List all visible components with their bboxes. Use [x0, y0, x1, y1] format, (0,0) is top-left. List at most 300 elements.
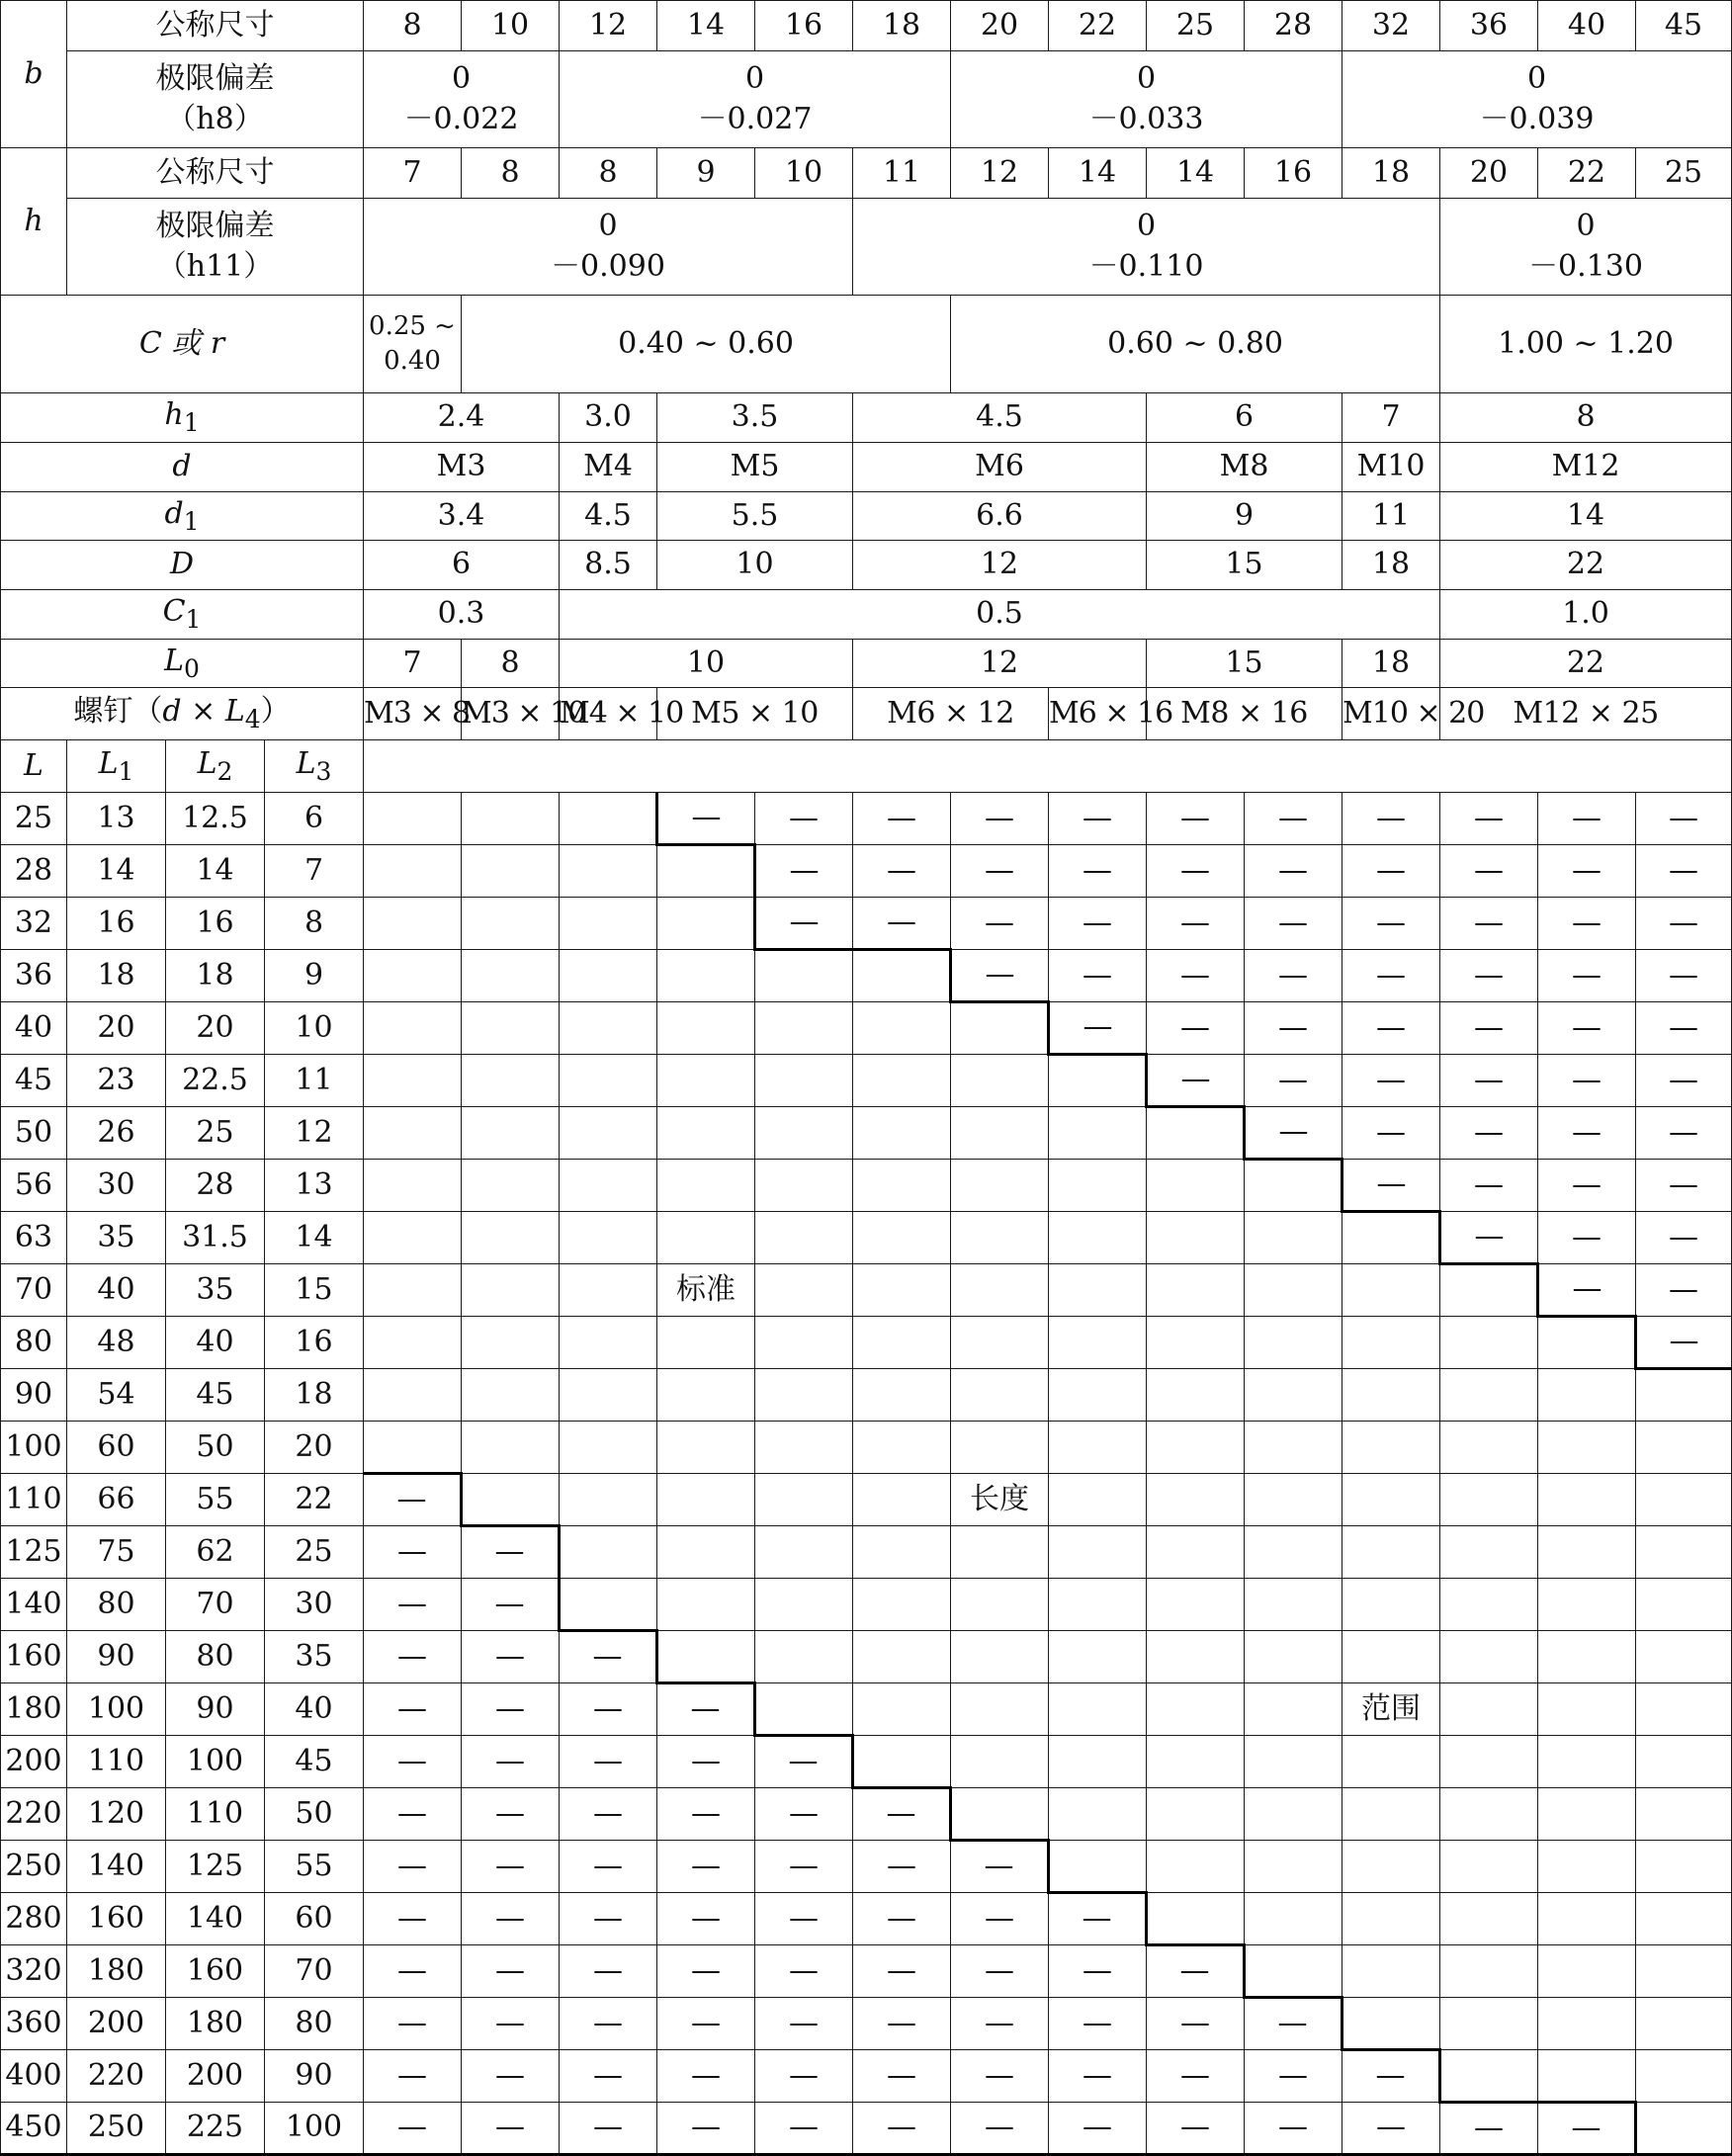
standard-length-cell — [364, 1160, 462, 1212]
length-row — [1, 1474, 1732, 1526]
not-applicable-dash: — — [1538, 793, 1636, 845]
not-applicable-dash: — — [1245, 845, 1342, 898]
h1-subscript: 1 — [183, 408, 200, 438]
d1-cell: 14 — [1440, 492, 1732, 541]
standard-length-cell — [657, 1631, 755, 1683]
length-L2-cell: 90 — [166, 1683, 265, 1736]
not-applicable-dash: — — [560, 1788, 657, 1841]
standard-length-cell — [364, 845, 462, 898]
standard-length-cell — [364, 1055, 462, 1107]
not-applicable-dash: — — [560, 1631, 657, 1683]
d-cell: M6 — [853, 443, 1147, 492]
standard-length-cell — [657, 1107, 755, 1160]
standard-length-cell — [1049, 1422, 1147, 1474]
d1-cell: 4.5 — [560, 492, 657, 541]
h1-cell: 8 — [1440, 393, 1732, 443]
standard-length-cell — [951, 1317, 1049, 1369]
C1-symbol: C — [162, 594, 186, 630]
tolerance-label-text: 极限偏差 — [155, 209, 275, 243]
standard-length-cell — [1147, 1107, 1245, 1160]
length-row — [1, 1526, 1732, 1579]
standard-length-cell — [1147, 1841, 1245, 1893]
not-applicable-dash: — — [560, 1841, 657, 1893]
not-applicable-dash: — — [657, 1683, 755, 1736]
standard-length-cell — [1440, 2050, 1538, 2103]
col-L3-header — [265, 740, 364, 793]
col-L1-symbol: L — [98, 745, 119, 781]
length-row — [1, 898, 1732, 950]
C1-cell: 0.3 — [364, 590, 560, 640]
screw-label — [1, 688, 364, 740]
standard-length-cell — [657, 1002, 755, 1055]
L0-cell: 8 — [462, 640, 560, 688]
h1-symbol: h — [164, 397, 184, 433]
not-applicable-dash: — — [657, 1998, 755, 2050]
D-cell: 6 — [364, 541, 560, 590]
standard-range-label: 标准 — [657, 1264, 755, 1317]
h-nominal-cell: 12 — [951, 148, 1049, 199]
tolerance-upper: 0 — [451, 61, 472, 96]
not-applicable-dash: — — [364, 2103, 462, 2155]
length-L2-cell: 55 — [166, 1474, 265, 1526]
length-L3-cell: 8 — [265, 898, 364, 950]
h-nominal-cell: 14 — [1147, 148, 1245, 199]
standard-length-cell — [364, 1369, 462, 1422]
standard-length-cell — [951, 1055, 1049, 1107]
not-applicable-dash: — — [1147, 1945, 1245, 1998]
D-label: D — [1, 541, 364, 590]
standard-length-cell — [1636, 2050, 1732, 2103]
length-L1-cell: 160 — [67, 1893, 166, 1945]
not-applicable-dash: — — [462, 1893, 560, 1945]
length-L1-cell: 200 — [67, 1998, 166, 2050]
h1-cell: 3.5 — [657, 393, 853, 443]
h1-cell: 6 — [1147, 393, 1342, 443]
not-applicable-dash: — — [657, 1841, 755, 1893]
d-cell: M4 — [560, 443, 657, 492]
standard-length-cell — [1147, 1369, 1245, 1422]
length-L-cell: 125 — [1, 1526, 67, 1579]
not-applicable-dash: — — [951, 2103, 1049, 2155]
standard-length-cell — [657, 898, 755, 950]
standard-length-cell — [1147, 1264, 1245, 1317]
standard-length-cell — [1245, 1736, 1342, 1788]
length-L2-cell: 62 — [166, 1526, 265, 1579]
standard-length-cell — [560, 1212, 657, 1264]
h-tolerance-cell — [1440, 199, 1732, 296]
not-applicable-dash: — — [1049, 793, 1147, 845]
length-L-cell: 90 — [1, 1369, 67, 1422]
screw-cell: M3 × 10 — [462, 688, 560, 740]
not-applicable-dash: — — [853, 793, 951, 845]
standard-length-cell — [1245, 1212, 1342, 1264]
not-applicable-dash: — — [560, 2103, 657, 2155]
d-cell: M10 — [1342, 443, 1440, 492]
tolerance-upper: 0 — [1136, 61, 1157, 96]
not-applicable-dash: — — [853, 1998, 951, 2050]
length-L-cell: 400 — [1, 2050, 67, 2103]
not-applicable-dash: — — [462, 1736, 560, 1788]
screw-cell: M3 × 8 — [364, 688, 462, 740]
length-L1-cell: 110 — [67, 1736, 166, 1788]
length-L-cell: 100 — [1, 1422, 67, 1474]
col-L-header: L — [1, 740, 67, 793]
length-L-cell: 360 — [1, 1998, 67, 2050]
length-L1-cell: 23 — [67, 1055, 166, 1107]
not-applicable-dash: — — [1049, 845, 1147, 898]
length-L3-cell: 10 — [265, 1002, 364, 1055]
length-L-cell: 220 — [1, 1788, 67, 1841]
b-nominal-cell: 40 — [1538, 1, 1636, 51]
not-applicable-dash: — — [755, 1893, 853, 1945]
standard-length-cell — [364, 950, 462, 1002]
L0-subscript: 0 — [184, 653, 200, 683]
length-L2-cell: 125 — [166, 1841, 265, 1893]
standard-length-cell — [1440, 1631, 1538, 1683]
standard-length-cell — [755, 1212, 853, 1264]
not-applicable-dash: — — [364, 1526, 462, 1579]
standard-length-cell — [560, 845, 657, 898]
not-applicable-dash: — — [853, 2103, 951, 2155]
standard-length-cell — [462, 1369, 560, 1422]
not-applicable-dash: — — [1440, 1160, 1538, 1212]
length-L3-cell: 60 — [265, 1893, 364, 1945]
tolerance-lower: －0.090 — [551, 248, 665, 284]
standard-length-cell — [1538, 1683, 1636, 1736]
length-row — [1, 1107, 1732, 1160]
standard-length-cell — [657, 1369, 755, 1422]
standard-length-cell — [462, 1055, 560, 1107]
length-L1-cell: 35 — [67, 1212, 166, 1264]
not-applicable-dash: — — [1538, 1002, 1636, 1055]
not-applicable-dash: — — [755, 2050, 853, 2103]
L0-cell: 18 — [1342, 640, 1440, 688]
length-L1-cell: 13 — [67, 793, 166, 845]
not-applicable-dash: — — [1342, 793, 1440, 845]
standard-length-cell — [1538, 1631, 1636, 1683]
D-cell: 8.5 — [560, 541, 657, 590]
standard-length-cell — [364, 1002, 462, 1055]
standard-length-cell — [1342, 1945, 1440, 1998]
length-L-cell: 25 — [1, 793, 67, 845]
length-row — [1, 1579, 1732, 1631]
tolerance-upper: 0 — [598, 209, 618, 243]
standard-length-cell — [560, 1055, 657, 1107]
length-L1-cell: 66 — [67, 1474, 166, 1526]
standard-length-cell — [560, 898, 657, 950]
not-applicable-dash: — — [755, 898, 853, 950]
not-applicable-dash: — — [462, 2050, 560, 2103]
standard-length-cell — [1538, 1526, 1636, 1579]
screw-label-times: × — [181, 693, 225, 729]
standard-length-cell — [560, 1474, 657, 1526]
length-L3-cell: 80 — [265, 1998, 364, 2050]
not-applicable-dash: — — [853, 1893, 951, 1945]
length-L-cell: 28 — [1, 845, 67, 898]
not-applicable-dash: — — [364, 1736, 462, 1788]
standard-length-cell — [1636, 1945, 1732, 1998]
standard-length-cell — [1245, 1317, 1342, 1369]
length-row — [1, 1998, 1732, 2050]
standard-length-cell — [1342, 1893, 1440, 1945]
C1-label — [1, 590, 364, 640]
b-nominal-cell: 32 — [1342, 1, 1440, 51]
standard-length-cell — [560, 1422, 657, 1474]
standard-length-cell — [1147, 1422, 1245, 1474]
length-L-cell: 250 — [1, 1841, 67, 1893]
not-applicable-dash: — — [1538, 1107, 1636, 1160]
length-L2-cell: 70 — [166, 1579, 265, 1631]
standard-length-cell — [755, 1107, 853, 1160]
length-L2-cell: 140 — [166, 1893, 265, 1945]
length-row — [1, 1002, 1732, 1055]
length-L2-cell: 12.5 — [166, 793, 265, 845]
length-L3-cell: 100 — [265, 2103, 364, 2155]
length-L-cell: 40 — [1, 1002, 67, 1055]
length-L2-cell: 35 — [166, 1264, 265, 1317]
standard-length-cell — [657, 1579, 755, 1631]
standard-length-cell — [1245, 1422, 1342, 1474]
col-L1-subscript: 1 — [118, 756, 134, 786]
standard-length-cell — [853, 1369, 951, 1422]
standard-length-cell — [1636, 1998, 1732, 2050]
not-applicable-dash: — — [364, 1998, 462, 2050]
length-L-cell: 180 — [1, 1683, 67, 1736]
tolerance-class-h8: （h8） — [166, 101, 264, 136]
d-cell: M5 — [657, 443, 853, 492]
standard-length-cell — [560, 1317, 657, 1369]
standard-length-cell — [657, 1422, 755, 1474]
length-row — [1, 1160, 1732, 1212]
not-applicable-dash: — — [1440, 898, 1538, 950]
b-tolerance-cell — [1342, 51, 1732, 148]
b-symbol: b — [1, 1, 67, 148]
standard-length-cell — [1049, 1212, 1147, 1264]
c-or-r-line: 0.40 — [384, 346, 441, 376]
not-applicable-dash: — — [1245, 1055, 1342, 1107]
standard-length-cell — [1342, 1474, 1440, 1526]
standard-length-cell — [1245, 1369, 1342, 1422]
length-L-cell: 50 — [1, 1107, 67, 1160]
standard-length-cell — [1636, 1736, 1732, 1788]
standard-length-cell — [1049, 1631, 1147, 1683]
not-applicable-dash: — — [462, 1998, 560, 2050]
standard-length-cell — [853, 1317, 951, 1369]
screw-label-subscript: 4 — [244, 704, 261, 733]
standard-length-cell — [1147, 1631, 1245, 1683]
h-tolerance-cell — [853, 199, 1440, 296]
not-applicable-dash: — — [462, 1579, 560, 1631]
length-row — [1, 2103, 1732, 2155]
length-L1-cell: 250 — [67, 2103, 166, 2155]
standard-length-cell — [1147, 1736, 1245, 1788]
length-L2-cell: 31.5 — [166, 1212, 265, 1264]
standard-length-cell — [462, 1264, 560, 1317]
h-tolerance-cell — [364, 199, 853, 296]
D-cell: 10 — [657, 541, 853, 590]
not-applicable-dash: — — [853, 1841, 951, 1893]
standard-length-cell — [853, 1422, 951, 1474]
standard-range-label: 范围 — [1342, 1683, 1440, 1736]
standard-length-cell — [1147, 1683, 1245, 1736]
length-L3-cell: 25 — [265, 1526, 364, 1579]
standard-length-cell — [462, 1422, 560, 1474]
not-applicable-dash: — — [364, 1945, 462, 1998]
standard-length-cell — [462, 1107, 560, 1160]
not-applicable-dash: — — [1245, 898, 1342, 950]
not-applicable-dash: — — [1538, 1264, 1636, 1317]
standard-length-cell — [560, 1526, 657, 1579]
length-L3-cell: 18 — [265, 1369, 364, 1422]
not-applicable-dash: — — [853, 1788, 951, 1841]
b-nominal-cell: 20 — [951, 1, 1049, 51]
standard-length-cell — [853, 1055, 951, 1107]
d1-cell: 5.5 — [657, 492, 853, 541]
length-L3-cell: 45 — [265, 1736, 364, 1788]
length-L3-cell: 22 — [265, 1474, 364, 1526]
not-applicable-dash: — — [1636, 1055, 1732, 1107]
tolerance-lower: －0.110 — [1088, 248, 1204, 284]
b-nominal-cell: 36 — [1440, 1, 1538, 51]
standard-length-cell — [1245, 1683, 1342, 1736]
not-applicable-dash: — — [560, 1683, 657, 1736]
standard-length-cell — [755, 1055, 853, 1107]
not-applicable-dash: — — [951, 845, 1049, 898]
standard-length-cell — [1538, 1893, 1636, 1945]
standard-length-cell — [560, 1264, 657, 1317]
tolerance-upper: 0 — [1136, 209, 1157, 243]
standard-length-cell — [364, 793, 462, 845]
b-tolerance-cell — [364, 51, 560, 148]
D-cell: 15 — [1147, 541, 1342, 590]
not-applicable-dash: — — [1342, 845, 1440, 898]
not-applicable-dash: — — [1538, 1055, 1636, 1107]
not-applicable-dash: — — [951, 793, 1049, 845]
not-applicable-dash: — — [462, 1788, 560, 1841]
standard-length-cell — [657, 1317, 755, 1369]
not-applicable-dash: — — [1342, 2050, 1440, 2103]
standard-length-cell — [853, 1683, 951, 1736]
standard-length-cell — [1147, 1160, 1245, 1212]
standard-length-cell — [1440, 1317, 1538, 1369]
standard-length-cell — [560, 950, 657, 1002]
length-L-cell: 160 — [1, 1631, 67, 1683]
C1-subscript: 1 — [185, 605, 202, 635]
not-applicable-dash: — — [1538, 2103, 1636, 2155]
length-L-cell: 320 — [1, 1945, 67, 1998]
screw-cell: M8 × 16 — [1147, 688, 1342, 740]
C1-cell: 1.0 — [1440, 590, 1732, 640]
L0-cell: 15 — [1147, 640, 1342, 688]
standard-length-cell — [1245, 1579, 1342, 1631]
standard-length-cell — [951, 1369, 1049, 1422]
d1-cell: 6.6 — [853, 492, 1147, 541]
length-L3-cell: 40 — [265, 1683, 364, 1736]
standard-length-cell — [853, 1579, 951, 1631]
length-L2-cell: 14 — [166, 845, 265, 898]
h1-cell: 7 — [1342, 393, 1440, 443]
tolerance-upper: 0 — [1526, 61, 1547, 96]
length-L-cell: 45 — [1, 1055, 67, 1107]
not-applicable-dash: — — [364, 1579, 462, 1631]
c-or-r-cell: 0.60 ~ 0.80 — [951, 296, 1440, 393]
not-applicable-dash: — — [1636, 1212, 1732, 1264]
not-applicable-dash: — — [1147, 2050, 1245, 2103]
length-row — [1, 1945, 1732, 1998]
not-applicable-dash: — — [560, 1893, 657, 1945]
length-L2-cell: 45 — [166, 1369, 265, 1422]
screw-label-d: d — [162, 693, 182, 729]
length-L2-cell: 110 — [166, 1788, 265, 1841]
c-or-r-label: C 或 r — [1, 296, 364, 393]
length-L3-cell: 13 — [265, 1160, 364, 1212]
length-L-cell: 56 — [1, 1160, 67, 1212]
h-symbol: h — [1, 148, 67, 296]
length-L2-cell: 100 — [166, 1736, 265, 1788]
not-applicable-dash: — — [1636, 950, 1732, 1002]
not-applicable-dash: — — [755, 1841, 853, 1893]
length-L1-cell: 80 — [67, 1579, 166, 1631]
standard-length-cell — [951, 1683, 1049, 1736]
tolerance-upper: 0 — [744, 61, 765, 96]
b-tolerance-cell — [560, 51, 951, 148]
standard-length-cell — [1538, 1422, 1636, 1474]
not-applicable-dash: — — [1636, 1264, 1732, 1317]
not-applicable-dash: — — [951, 1945, 1049, 1998]
standard-length-cell — [1636, 1474, 1732, 1526]
standard-length-cell — [364, 1422, 462, 1474]
standard-length-cell — [755, 950, 853, 1002]
L0-cell: 22 — [1440, 640, 1732, 688]
length-L2-cell: 180 — [166, 1998, 265, 2050]
standard-length-cell — [364, 898, 462, 950]
standard-length-cell — [1636, 1788, 1732, 1841]
h-nominal-label: 公称尺寸 — [67, 148, 364, 199]
standard-length-cell — [1342, 1841, 1440, 1893]
standard-length-cell — [853, 1631, 951, 1683]
not-applicable-dash: — — [1245, 793, 1342, 845]
not-applicable-dash: — — [951, 1893, 1049, 1945]
h1-cell: 2.4 — [364, 393, 560, 443]
tolerance-upper: 0 — [1576, 209, 1596, 243]
tolerance-lower: －0.022 — [403, 101, 519, 136]
standard-length-cell — [755, 1683, 853, 1736]
L0-cell: 10 — [560, 640, 853, 688]
b-tolerance-label — [67, 51, 364, 148]
not-applicable-dash: — — [1440, 950, 1538, 1002]
standard-length-cell — [755, 1474, 853, 1526]
standard-length-cell — [462, 1317, 560, 1369]
not-applicable-dash: — — [462, 1631, 560, 1683]
col-L2-header — [166, 740, 265, 793]
standard-length-cell — [1538, 1998, 1636, 2050]
length-row — [1, 1264, 1732, 1317]
standard-length-cell — [853, 1474, 951, 1526]
b-tolerance-cell — [951, 51, 1342, 148]
standard-length-cell — [1538, 1579, 1636, 1631]
screw-label-post: ） — [260, 693, 291, 729]
not-applicable-dash: — — [1147, 898, 1245, 950]
tolerance-label-text: 极限偏差 — [155, 61, 275, 96]
length-L3-cell: 20 — [265, 1422, 364, 1474]
length-L-cell: 63 — [1, 1212, 67, 1264]
b-nominal-cell: 22 — [1049, 1, 1147, 51]
screw-cell: M10 × 20 — [1342, 688, 1440, 740]
standard-length-cell — [462, 1212, 560, 1264]
length-L2-cell: 225 — [166, 2103, 265, 2155]
d-cell: M12 — [1440, 443, 1732, 492]
length-L-cell: 140 — [1, 1579, 67, 1631]
